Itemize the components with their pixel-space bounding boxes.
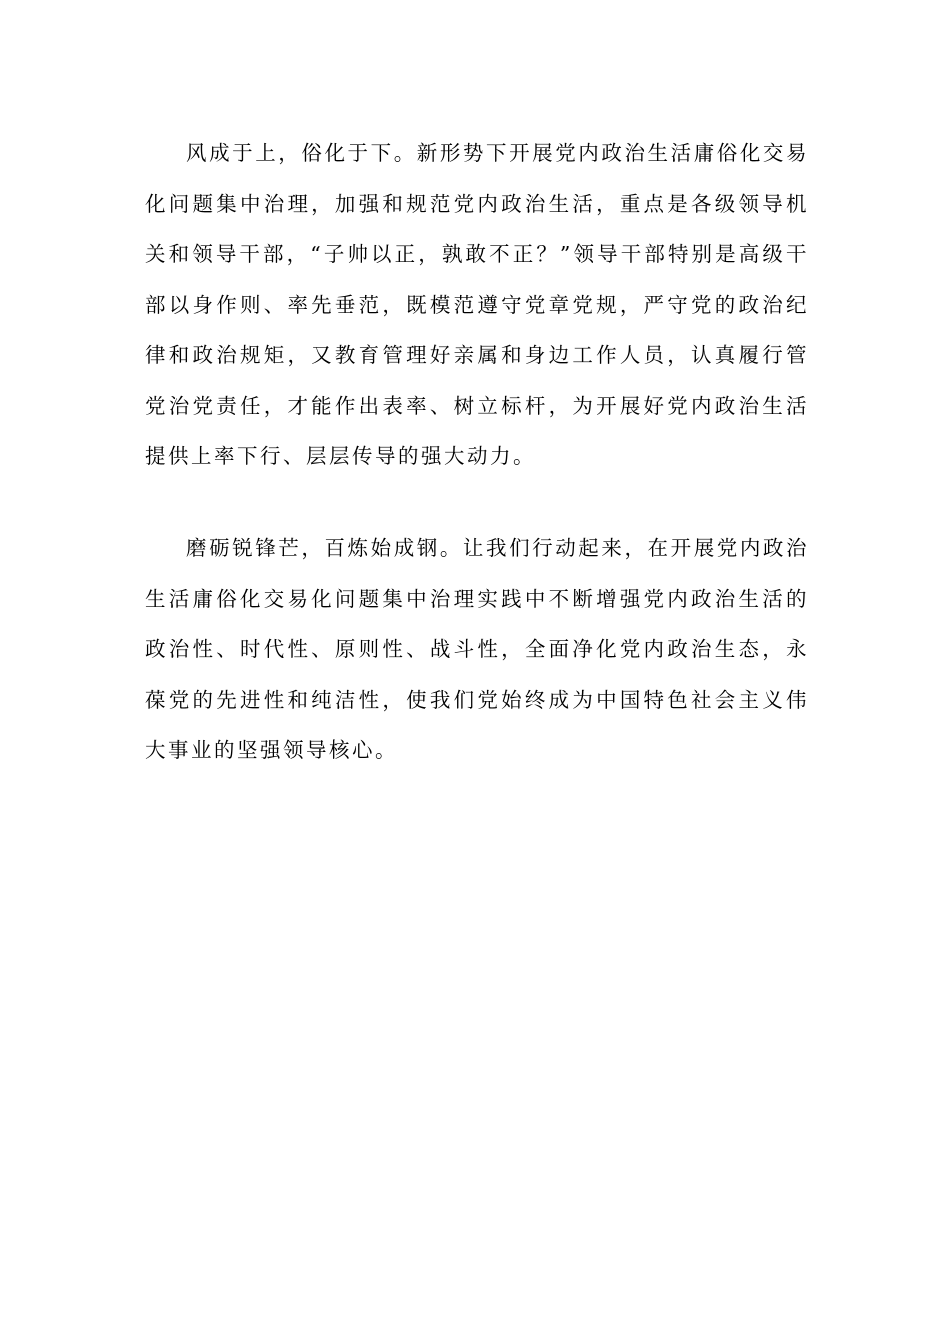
- body-paragraph-2: 磨砺锐锋芒，百炼始成钢。让我们行动起来，在开展党内政治生活庸俗化交易化问题集中治理实践中不断增强党内政治生活的政治性、时代性、原则性、战斗性，全面净化党内政治生态，永葆党的先进性和纯洁性，使我们党始终成为中国特色社会主义伟大事业的坚强领导核心。: [145, 536, 809, 762]
- body-paragraph-1: 风成于上，俗化于下。新形势下开展党内政治生活庸俗化交易化问题集中治理，加强和规范党内政治生活，重点是各级领导机关和领导干部，“子帅以正，孰敢不正？”领导干部特别是高级干部以身作则、率先垂范，既模范遵守党章党规，严守党的政治纪律和政治规矩，又教育管理好亲属和身边工作人员，认真履行管党治党责任，才能作出表率、树立标杆，为开展好党内政治生活提供上率下行、层层传导的强大动力。: [145, 141, 809, 468]
